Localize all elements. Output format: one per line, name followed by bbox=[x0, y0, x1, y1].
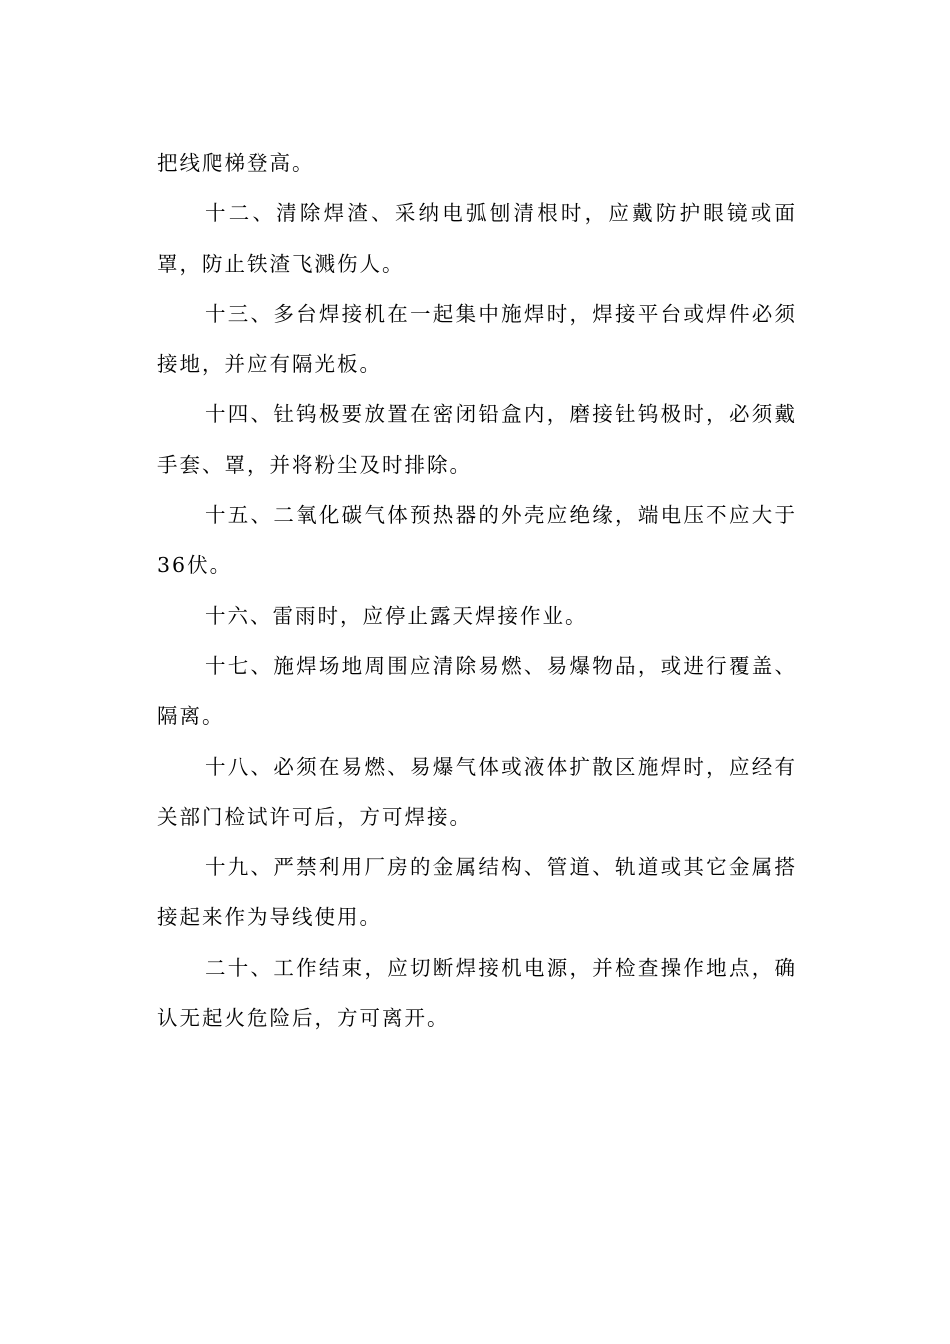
paragraph-item-19: 十九、严禁利用厂房的金属结构、管道、轨道或其它金属搭接起来作为导线使用。 bbox=[157, 855, 797, 930]
paragraph-item-18: 十八、必须在易燃、易爆气体或液体扩散区施焊时，应经有关部门检试许可后，方可焊接。 bbox=[157, 754, 797, 829]
paragraph-item-13: 十三、多台焊接机在一起集中施焊时，焊接平台或焊件必须接地，并应有隔光板。 bbox=[157, 301, 797, 377]
paragraph-item-16: 十六、雷雨时，应停止露天焊接作业。 bbox=[205, 603, 588, 628]
document-body bbox=[157, 138, 797, 1043]
paragraph-item-20: 二十、工作结束，应切断焊接机电源，并检查操作地点，确认无起火危险后，方可离开。 bbox=[157, 955, 797, 1031]
paragraph-item-14: 十四、钍钨极要放置在密闭铅盒内，磨接钍钨极时，必须戴手套、罩，并将粉尘及时排除。 bbox=[157, 402, 797, 477]
paragraph-continuation: 把线爬梯登高。 bbox=[157, 151, 315, 175]
paragraph-item-12: 十二、清除焊渣、采纳电弧刨清根时，应戴防护眼镜或面罩，防止铁渣飞溅伤人。 bbox=[157, 201, 797, 276]
paragraph-item-17: 十七、施焊场地周围应清除易燃、易爆物品，或进行覆盖、隔离。 bbox=[157, 653, 797, 729]
paragraph-item-15: 十五、二氧化碳气体预热器的外壳应绝缘，端电压不应大于36伏。 bbox=[157, 503, 797, 578]
